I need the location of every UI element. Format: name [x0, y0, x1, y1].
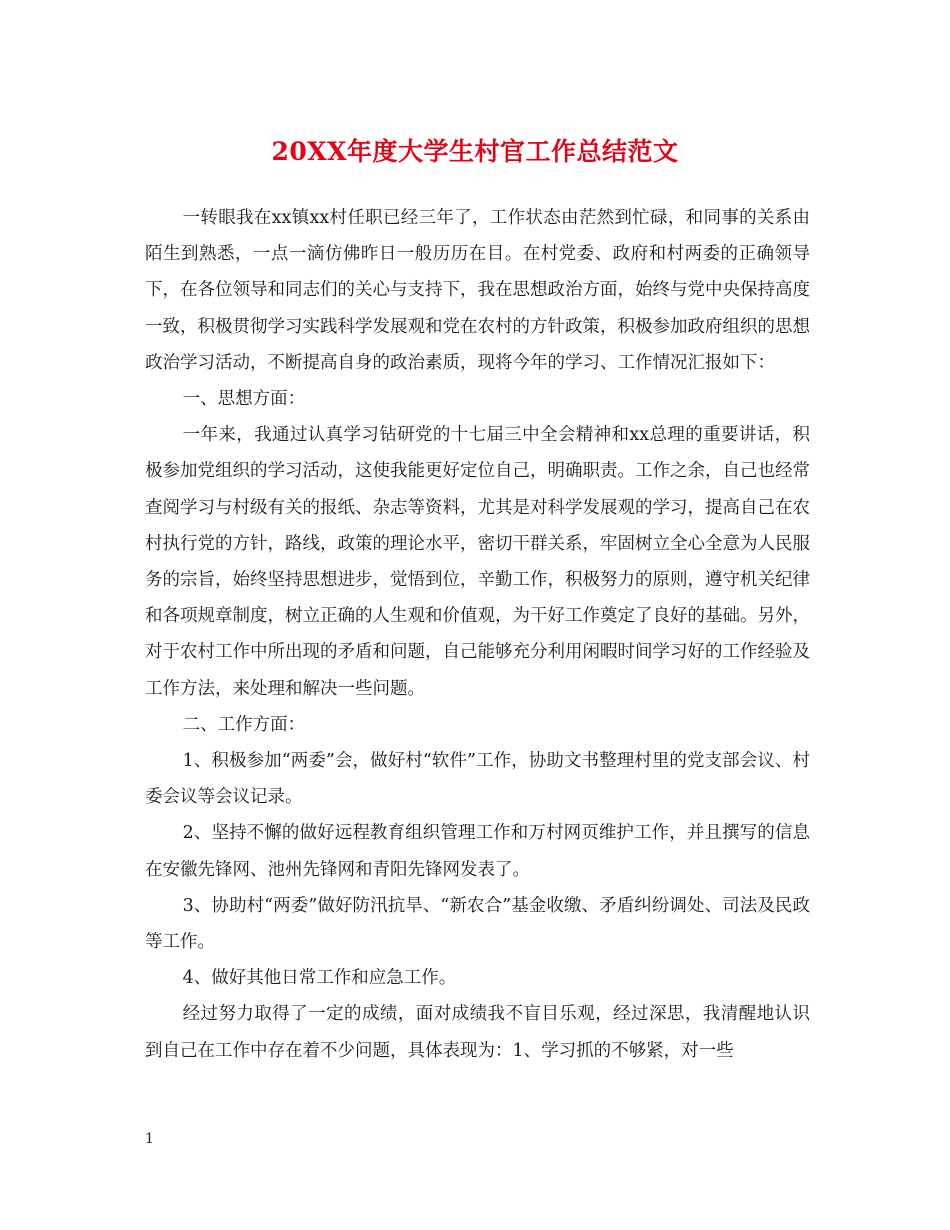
page-number: 1 — [145, 1131, 154, 1147]
section-heading-thought: 一、思想方面： — [182, 389, 306, 410]
work-item-2: 2、坚持不懈的做好远程教育组织管理工作和万村网页维护工作，并且撰写的信息在安徽先锋网、池州先锋网和青阳先锋网发表了。 — [145, 823, 810, 880]
work-item-4: 4、做好其他日常工作和应急工作。 — [182, 968, 457, 989]
document-body — [145, 200, 810, 1069]
paragraph-intro: 一转眼我在xx镇xx村任职已经三年了，工作状态由茫然到忙碌，和同事的关系由陌生到熟悉，一点一滴仿佛昨日一般历历在目。在村党委、政府和村两委的正确领导下，在各位领导和同志们的关心与支持下，我在思想政治方面，始终与党中央保持高度一致，积极贯彻学习实践科学发展观和党在农村的方针政策，积极参加政府组织的思想政治学习活动，不断提高自身的政治素质，现将今年的学习、工作情况汇报如下： — [145, 208, 810, 373]
paragraph-reflection: 经过努力取得了一定的成绩，面对成绩我不盲目乐观，经过深思，我清醒地认识到自己在工作中存在着不少问题，具体表现为：1、学习抓的不够紧，对一些 — [145, 1004, 810, 1061]
paragraph-thought: 一年来，我通过认真学习钻研党的十七届三中全会精神和xx总理的重要讲话，积极参加党组织的学习活动，这使我能更好定位自己，明确职责。工作之余，自己也经常查阅学习与村级有关的报纸、杂志等资料，尤其是对科学发展观的学习，提高自己在农村执行党的方针，路线，政策的理论水平，密切干群关系，牢固树立全心全意为人民服务的宗旨，始终坚持思想进步，觉悟到位，辛勤工作，积极努力的原则，遵守机关纪律和各项规章制度，树立正确的人生观和价值观，为干好工作奠定了良好的基础。另外，对于农村工作中所出现的矛盾和问题，自己能够充分利用闲暇时间学习好的工作经验及工作方法，来处理和解决一些问题。 — [145, 425, 810, 699]
work-item-3: 3、协助村“两委”做好防汛抗旱、“新农合”基金收缴、矛盾纠纷调处、司法及民政等工作。 — [145, 895, 810, 953]
work-item-1: 1、积极参加“两委”会，做好村“软件”工作，协助文书整理村里的党支部会议、村委会议等会议记录。 — [145, 751, 810, 808]
document-title: 20XX年度大学生村官工作总结范文 — [271, 137, 679, 166]
section-heading-work: 二、工作方面： — [182, 714, 306, 735]
